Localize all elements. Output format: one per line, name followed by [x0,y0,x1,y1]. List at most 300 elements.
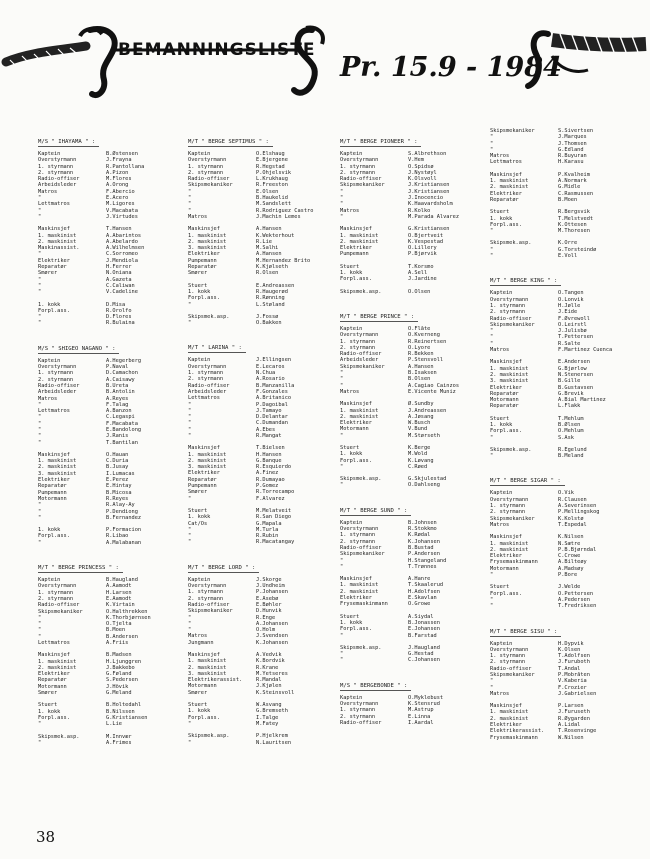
crew-role: " [188,539,192,546]
crew-role: Skipsmek.asp. [340,288,382,295]
crew-name: A.Hansen [256,226,282,233]
crew-role: Elektriker [340,420,372,427]
crew-name: A.Frimes [106,739,132,746]
crew-name: H.Ferrer [106,264,132,271]
crew-role: Forpl.ass. [38,533,70,540]
crew-name: M.Turla [256,526,279,533]
crew-role: Kaptein [340,151,363,157]
crew-role: Kaptein [38,357,61,364]
crew-role: 2. styrmann [340,344,376,351]
crew-name: B.Ølsen [558,421,581,428]
crew-role: " [188,620,192,627]
crew-role: Kaptein [340,694,363,701]
crew-name: A.Banzon [106,408,132,415]
crew-name: A.Lidal [558,722,581,729]
crew-role: Motormann [490,397,519,404]
crew-row [490,735,640,741]
crew-role: " [490,334,494,341]
crew-name: B.Meland [558,453,584,460]
crew-name: V.Macabata [106,207,138,214]
crew-role: 2. styrmann [340,538,376,545]
crew-name: G.Edland [558,146,584,153]
crew-name: P.Hjelkrem [256,733,288,740]
crew-name: N.Oniana [106,270,132,277]
crew-role: Lettmatros [490,159,522,166]
crew-name: P.Mobråten [558,672,590,678]
crew-name: L.Flakk [558,403,581,410]
ship-name: M/S " SHIGEO NAGANO " : [38,346,119,354]
crew-name: A.Madsøy [558,565,584,572]
crew-role: 1. maskinist [188,658,227,665]
crew-role: 2. maskinist [340,238,379,245]
crew-name: O.Bjertveit [408,232,444,239]
crew-role: 1. maskinist [38,232,77,239]
crew-name: D.Flores [106,314,132,321]
crew-role: " [490,603,494,610]
ship-section [490,267,640,459]
crew-role: " [490,246,494,253]
crew-role: " [38,502,42,509]
crew-name: R.Bergsvik [558,209,590,216]
crew-row [490,453,640,459]
crew-name: R.Bulaina [106,320,135,327]
page-number: 38 [36,828,56,846]
crew-role: " [490,253,494,260]
crew-name: R.Kolko [408,207,431,214]
crew-role: Elektriker [188,251,220,258]
crew-name: O.Tangen [558,290,584,297]
crew-name: A.Cagiao Cainzos [408,382,460,389]
crew-row [490,603,640,609]
crew-name: R.Pantollana [106,163,145,170]
crew-name: W.Nilsen [558,734,584,741]
crew-role: 1. styrmann [340,532,376,539]
crew-role: Stuert [188,702,208,709]
crew-role: Maskinsjef [340,401,372,408]
crew-role: Stuert [38,702,58,709]
crew-name: K.Kolstø [558,515,584,522]
crew-name: P.Kvalheim [558,171,590,178]
crew-name: K.Bordvik [256,658,285,665]
crew-name: S.Ask [558,434,574,441]
crew-name: E.Johansen [408,626,440,633]
crew-role: Skipsmek.asp. [490,240,532,247]
crew-name: K.Wekterhout [256,232,295,239]
crew-role: Motormann [490,565,519,572]
crew-name: R.Krane [256,664,279,671]
crew-role: 2. maskinist [38,464,77,471]
crew-role: " [188,420,192,427]
crew-name: V.Kaberia [558,678,587,685]
crew-name: R.Orolfo [106,307,132,314]
crew-role: " [38,614,42,621]
crew-row [340,289,490,295]
crew-role: 1. kokk [38,301,61,308]
ship-name: M/T " BERGE PRINCE " : [340,314,418,322]
crew-role: Skipsmek.asp. [340,644,382,651]
crew-name: R.Enge [256,614,276,621]
crew-name: H.Larsen [106,589,132,596]
crew-role: 1. styrmann [188,370,224,377]
crew-name: R.Hegstad [256,163,285,170]
crew-name: M.Astrup [408,707,434,714]
crew-role: " [188,201,192,208]
crew-name: B.Gille [558,378,581,385]
crew-role: " [38,539,42,546]
crew-role: " [38,514,42,521]
crew-role: Arbeidsleder [340,357,379,364]
crew-name: A.Pedersen [558,596,590,603]
crew-column [340,128,490,828]
crew-role: Stuert [490,209,510,216]
crew-role: Kaptein [188,151,211,157]
crew-name: J.Tamayo [256,407,282,414]
crew-name: O.Leirstl [558,321,587,328]
crew-name: P.Stensvoll [408,357,444,364]
crew-role: " [38,251,42,258]
crew-role: " [490,453,494,460]
crew-name: F.Martinez Cuenca [558,347,613,354]
crew-name: B.Johnsen [408,519,437,526]
crew-row [340,720,490,726]
crew-name: F.Øvrewoll [558,315,590,322]
crew-name: C.Røed [408,463,428,470]
crew-role: Reparatør [490,403,519,410]
crew-name: A.Hegerberg [106,357,142,364]
crew-name: B.Østensen [106,151,138,157]
crew-role: 1. maskinist [340,407,379,414]
crew-role: " [38,195,42,202]
crew-name: R.Rønning [256,295,285,302]
crew-name: R.Bekken [408,351,434,358]
crew-name: J.Haugland [408,644,440,651]
crew-role: " [188,401,192,408]
crew-name: F.Gonzales [256,388,288,395]
crew-role: 1. kokk [490,215,513,222]
crew-role: Reparatør [490,196,519,203]
crew-name: O.Elshaug [256,151,285,157]
crew-name: K.Olsvoll [408,176,437,183]
ship-section [188,128,338,326]
crew-role: Motormann [188,683,217,690]
crew-role: " [188,207,192,214]
crew-name: R.Haugerød [256,288,288,295]
crew-name: J.Ellingsen [256,357,292,364]
crew-name: R.Egelund [558,446,587,453]
crew-name: C.Sorromeo [106,251,138,258]
crew-role: " [38,207,42,214]
crew-name: P.Naval [106,364,129,371]
crew-role: Maskinsjef [188,445,220,452]
crew-role: Kaptein [188,357,211,364]
crew-role: Pumpemann [188,257,217,264]
crew-role: Matros [490,521,510,528]
crew-name: A.Britanico [256,395,292,402]
crew-name: D.Misa [106,301,126,308]
crew-role: 1. styrmann [38,589,74,596]
crew-name: H.Dypvik [558,640,584,647]
ship-name: M/T " BERGE LORD " : [188,565,259,573]
crew-role: 1. styrmann [188,589,224,596]
crew-role: Stuert [188,507,208,514]
crew-role: 1. styrmann [38,163,74,170]
crew-role: Overstyrmann [38,583,77,590]
crew-name: T.Hansen [106,226,132,233]
crew-role: 1. maskinist [490,540,529,547]
crew-name: A.Ebes [256,426,276,433]
crew-role: 1. maskinist [38,458,77,465]
crew-name: K.Haavardsholm [408,201,453,208]
crew-role: " [340,376,344,383]
crew-name: O.Olsen [408,288,431,295]
crew-role: 3. maskinist [490,378,529,385]
crew-name: L.Krukhaug [256,176,288,183]
crew-role: Kaptein [38,151,61,157]
crew-role: 1. kokk [38,527,61,534]
crew-role: Smører [188,270,208,277]
ship-section [38,554,188,746]
crew-role: " [340,188,344,195]
crew-name: T.Andal [558,665,581,672]
crew-name: K.Berge [408,444,431,451]
crew-role: Elektriker [38,671,70,678]
crew-name: J.Thomsen [558,140,587,147]
crew-name: K.Thorbjørnsen [106,614,151,621]
crew-name: R.Freeston [256,182,288,189]
ship-section [340,303,490,489]
crew-role: " [188,526,192,533]
crew-role: " [340,482,344,489]
crew-role: " [340,382,344,389]
crew-name: G.Kristiansen [408,226,450,233]
crew-role: " [188,432,192,439]
crew-role: Skipsmekaniker [340,363,385,370]
crew-name: F.Alvarez [256,495,285,502]
crew-name: V.Bund [408,426,428,433]
crew-name: O.Holm [256,627,276,634]
crew-name: E.Bøhler [256,601,282,608]
crew-name: E.Vicente Muniz [408,388,456,395]
crew-name: J.Kristiansen [408,188,450,195]
crew-name: P.Mellingskog [558,509,600,516]
crew-role: Motormann [38,683,67,690]
crew-role: Matros [490,690,510,697]
crew-name: B.Gustavsen [558,384,594,391]
crew-role: 2. styrmann [188,376,224,383]
crew-role: Arbeidsleder [188,388,227,395]
crew-name: K.Johansen [256,639,288,646]
crew-role: 2. maskinist [38,238,77,245]
crew-role: Forpl.ass. [188,714,220,721]
crew-role: Overstyrmann [490,296,529,303]
crew-role: 1. maskinist [38,658,77,665]
crew-name: F.Talag [106,401,129,408]
crew-name: J.Frayna [106,157,132,164]
crew-name: K.Johansen [408,538,440,545]
crew-name: H.Karasu [558,159,584,166]
crew-name: A.Bial Martinez [558,397,606,404]
crew-row [340,482,490,488]
crew-name: G.Meland [106,690,132,697]
crew-name: P.B.Bjørndal [558,546,597,553]
crew-name: G.Hestad [408,651,434,658]
crew-name: E.Perez [106,477,129,484]
crew-name: O.Vik [558,490,574,497]
crew-role: Maskinsjef [340,576,372,583]
crew-name: W.Åsvang [256,702,282,709]
crew-role: Forpl.ass. [340,626,372,633]
crew-name: E.Acero [106,195,129,202]
crew-name: J.Jardine [408,276,437,283]
crew-name: A.Vedvik [256,652,282,658]
crew-name: E.Bandolong [106,426,142,433]
crew-name: R.Olsen [256,270,279,277]
crew-name: J.Welde [558,584,581,591]
crew-name: R.Esquierdo [256,464,292,471]
crew-role: " [188,195,192,202]
crew-role: 1. kokk [340,270,363,277]
crew-role: Maskinsjef [38,226,70,233]
crew-name: G.Brevik [558,390,584,397]
crew-role: " [188,407,192,414]
crew-row [188,539,338,545]
crew-name: P.Bore [558,572,578,579]
crew-name: O.Growe [408,601,431,608]
crew-role: Elektriker [490,190,522,197]
crew-role: " [38,439,42,446]
crew-name: A.Finez [256,470,279,477]
crew-columns [38,128,638,828]
crew-row [340,657,490,663]
crew-role: Smører [38,690,58,697]
crew-name: K.Løvang [408,457,434,464]
crew-role: " [188,301,192,308]
crew-name: N.Lauritsen [256,739,292,746]
crew-name: J.Svendsen [256,633,288,640]
crew-name: N.Chua [256,370,276,377]
crew-role: " [38,420,42,427]
crew-role: 1. kokk [188,514,211,521]
crew-role: Overstyrmann [188,363,227,370]
crew-name: C.Dumandan [256,420,288,427]
crew-role: Pumpemann [38,489,67,496]
crew-name: B.Farstad [408,632,437,639]
crew-name: A.Abarintos [106,232,142,239]
crew-name: E.Skavlan [408,595,437,602]
crew-role: " [340,370,344,377]
crew-role: Skipsmek.asp. [188,313,230,320]
ship-name: M/S " BERGEBONDE " : [340,683,411,691]
crew-role: 1. kokk [340,451,363,458]
crew-name: H.Hansen [256,451,282,458]
crew-name: T.Melstvedt [558,215,594,222]
crew-role: " [38,276,42,283]
crew-role: Maskinsjef [340,226,372,233]
crew-name: I.Talge [256,714,279,721]
crew-role: Maskinsjef [490,359,522,366]
crew-role: Radio-offiser [490,665,532,672]
crew-role: Elektriker [188,470,220,477]
crew-role: Stuert [188,282,208,289]
crew-role: Matros [188,633,208,640]
crew-name: A.Hanre [408,576,431,583]
crew-name: B.Antolin [106,389,135,396]
crew-role: Stuert [490,415,510,422]
crew-name: R.Rubin [256,533,279,540]
crew-role: " [340,463,344,470]
crew-role: Lettmatros [38,640,70,646]
crew-name: O.Halthrekken [106,608,148,615]
crew-role: 2. styrmann [188,595,224,602]
crew-name: G.Bjørlow [558,365,587,372]
crew-role: 1. styrmann [38,370,74,377]
crew-role: Elektriker [490,722,522,729]
crew-name: O.Tjelta [106,621,132,628]
crew-role: " [340,651,344,658]
crew-role: Smører [188,689,208,696]
crew-role: Radio-offiser [38,176,80,183]
crew-role: " [38,314,42,321]
crew-role: 1. styrmann [340,707,376,714]
crew-role: Elektriker [340,245,372,252]
crew-role: " [490,228,494,235]
crew-row [188,740,338,746]
crew-name: L.Lie [106,721,122,728]
crew-row [490,253,640,259]
crew-name: J.Skorge [256,576,282,583]
crew-name: T.Trønnes [408,563,437,570]
crew-name: A.Rosario [256,376,285,383]
crew-role: 2. maskinist [490,546,529,553]
crew-role: 2. maskinist [188,664,227,671]
crew-role: " [490,134,494,141]
crew-name: B.Holtedahl [106,702,142,709]
crew-name: A.Hansen [408,363,434,370]
crew-role: 2. maskinist [188,457,227,464]
crew-name: M.Salhi [256,245,279,252]
crew-name: K.Olsen [558,646,581,653]
crew-role: 2. maskinist [340,588,379,595]
crew-role: Reparatør [188,264,217,271]
crew-name: A.Normark [558,178,587,185]
crew-name: J.Julisbø [558,328,587,335]
crew-name: R.Libao [106,533,129,540]
crew-name: E.Voll [558,253,578,260]
crew-role: Forpl.ass. [340,457,372,464]
crew-name: C.Rasmussen [558,190,594,197]
crew-role: Overstyrmann [340,526,379,533]
crew-name: A.Sell [408,270,428,277]
crew-name: K.Virtain [106,602,135,609]
crew-name: A.Pizon [106,169,129,176]
crew-role: Smører [188,489,208,496]
crew-role: " [340,195,344,202]
crew-role: Overstyrmann [490,496,529,503]
crew-name: B.Moen [106,627,126,634]
crew-name: K.Vespestad [408,238,444,245]
ship-section [490,618,640,741]
crew-name: B.Olsen [408,376,431,383]
crew-role: Radio-offiser [340,719,382,726]
crew-role: 2. styrmann [38,169,74,176]
crew-role: Maskinsjef [188,652,220,658]
crew-role: Matros [340,388,360,395]
crew-role: 3. maskinist [188,464,227,471]
crew-name: P.Bjørvik [408,251,437,258]
crew-role: Reparatør [38,483,67,490]
crew-role: Forpl.ass. [38,307,70,314]
crew-name: S.Albrethson [408,151,447,157]
